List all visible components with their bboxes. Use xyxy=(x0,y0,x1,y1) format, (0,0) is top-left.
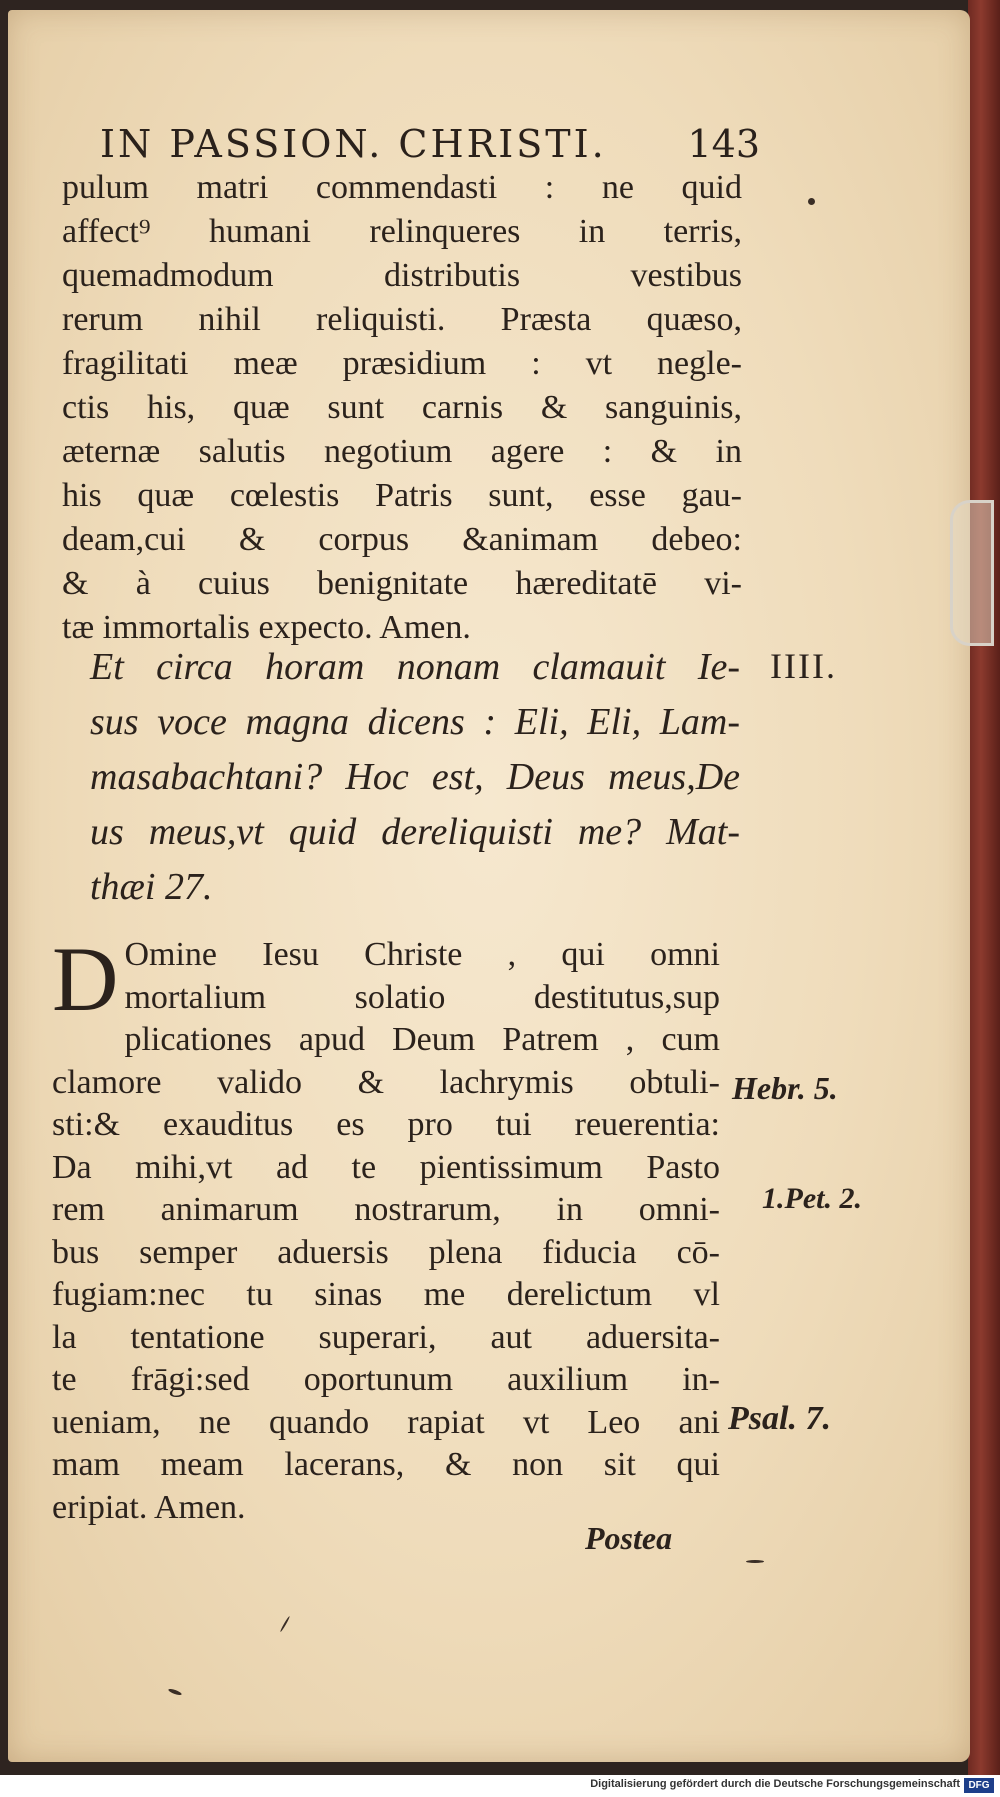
page-clip xyxy=(950,500,994,646)
text-line: rem animarum nostrarum, in omni- xyxy=(52,1191,720,1228)
text-line: mam meam lacerans, & non sit qui xyxy=(52,1446,720,1483)
text-line: fugiam:nec tu sinas me derelictum vl xyxy=(52,1276,720,1313)
quote-line: us meus,vt quid dereliquisti me? Mat- xyxy=(90,811,740,853)
margin-reference-psalms: Psal. 7. xyxy=(728,1400,831,1437)
section-number: IIII. xyxy=(770,646,837,686)
text-line: his quæ cœlestis Patris sunt, esse gau- xyxy=(62,477,742,514)
prayer-text-block xyxy=(62,166,742,650)
footer-bar xyxy=(0,1775,1000,1797)
book-binding-edge xyxy=(968,0,1000,1775)
text-line: fragilitati meæ præsidium : vt negle- xyxy=(62,345,742,382)
text-line: ctis his, quæ sunt carnis & sanguinis, xyxy=(62,389,742,426)
prayer-text-block-2 xyxy=(52,928,720,1529)
text-line: affect⁹ humani relinqueres in terris, xyxy=(62,213,742,250)
running-header xyxy=(100,122,760,166)
running-title: IN PASSION. CHRISTI. xyxy=(100,122,607,166)
text-line: sti:& exauditus es pro tui reuerentia: xyxy=(52,1106,720,1143)
text-line: quemadmodum distributis vestibus xyxy=(62,257,742,294)
quote-line: masabachtani? Hoc est, Deus meus,De xyxy=(90,756,740,798)
ink-speck xyxy=(746,1560,764,1563)
scripture-quote-block xyxy=(90,640,740,915)
funding-credit: Digitalisierung gefördert durch die Deutsche Forschungsgemeinschaft xyxy=(590,1778,960,1790)
text-line: pulum matri commendasti : ne quid xyxy=(62,169,742,206)
page-number: 143 xyxy=(687,122,760,166)
text-line: rerum nihil reliquisti. Præsta quæso, xyxy=(62,301,742,338)
catchword: Postea xyxy=(585,1520,673,1556)
text-line: te frāgi:sed oportunum auxilium in- xyxy=(52,1361,720,1398)
text-line: plicationes apud Deum Patrem , cum xyxy=(124,1021,720,1058)
margin-reference-hebrews: Hebr. 5. xyxy=(732,1070,838,1106)
margin-reference-peter: 1.Pet. 2. xyxy=(762,1182,862,1215)
text-line: deam,cui & corpus &animam debeo: xyxy=(62,521,742,558)
text-line: Da mihi,vt ad te pientissimum Pasto xyxy=(52,1148,720,1186)
quote-line: Et circa horam nonam clamauit Ie- xyxy=(90,646,740,688)
drop-cap: D xyxy=(52,928,119,1030)
text-line: & à cuius benignitate hæreditatē vi- xyxy=(62,565,742,602)
text-line: bus semper aduersis plena fiducia cō- xyxy=(52,1233,720,1271)
dfg-logo: DFG xyxy=(964,1778,994,1793)
quote-line: sus voce magna dicens : Eli, Eli, Lam- xyxy=(90,701,740,743)
text-line: tæ immortalis expecto. Amen. xyxy=(62,609,471,646)
text-line: clamore valido & lachrymis obtuli- xyxy=(52,1063,720,1101)
quote-line: thæi 27. xyxy=(90,866,213,908)
text-line: æternæ salutis negotium agere : & in xyxy=(62,433,742,470)
text-line: mortalium solatio destitutus,sup xyxy=(124,978,720,1016)
text-line: ueniam, ne quando rapiat vt Leo ani xyxy=(52,1403,720,1441)
ink-speck xyxy=(808,198,815,205)
text-line: la tentatione superari, aut aduersita- xyxy=(52,1318,720,1356)
text-line: Omine Iesu Christe , qui omni xyxy=(124,936,720,973)
text-line: eripiat. Amen. xyxy=(52,1488,246,1526)
